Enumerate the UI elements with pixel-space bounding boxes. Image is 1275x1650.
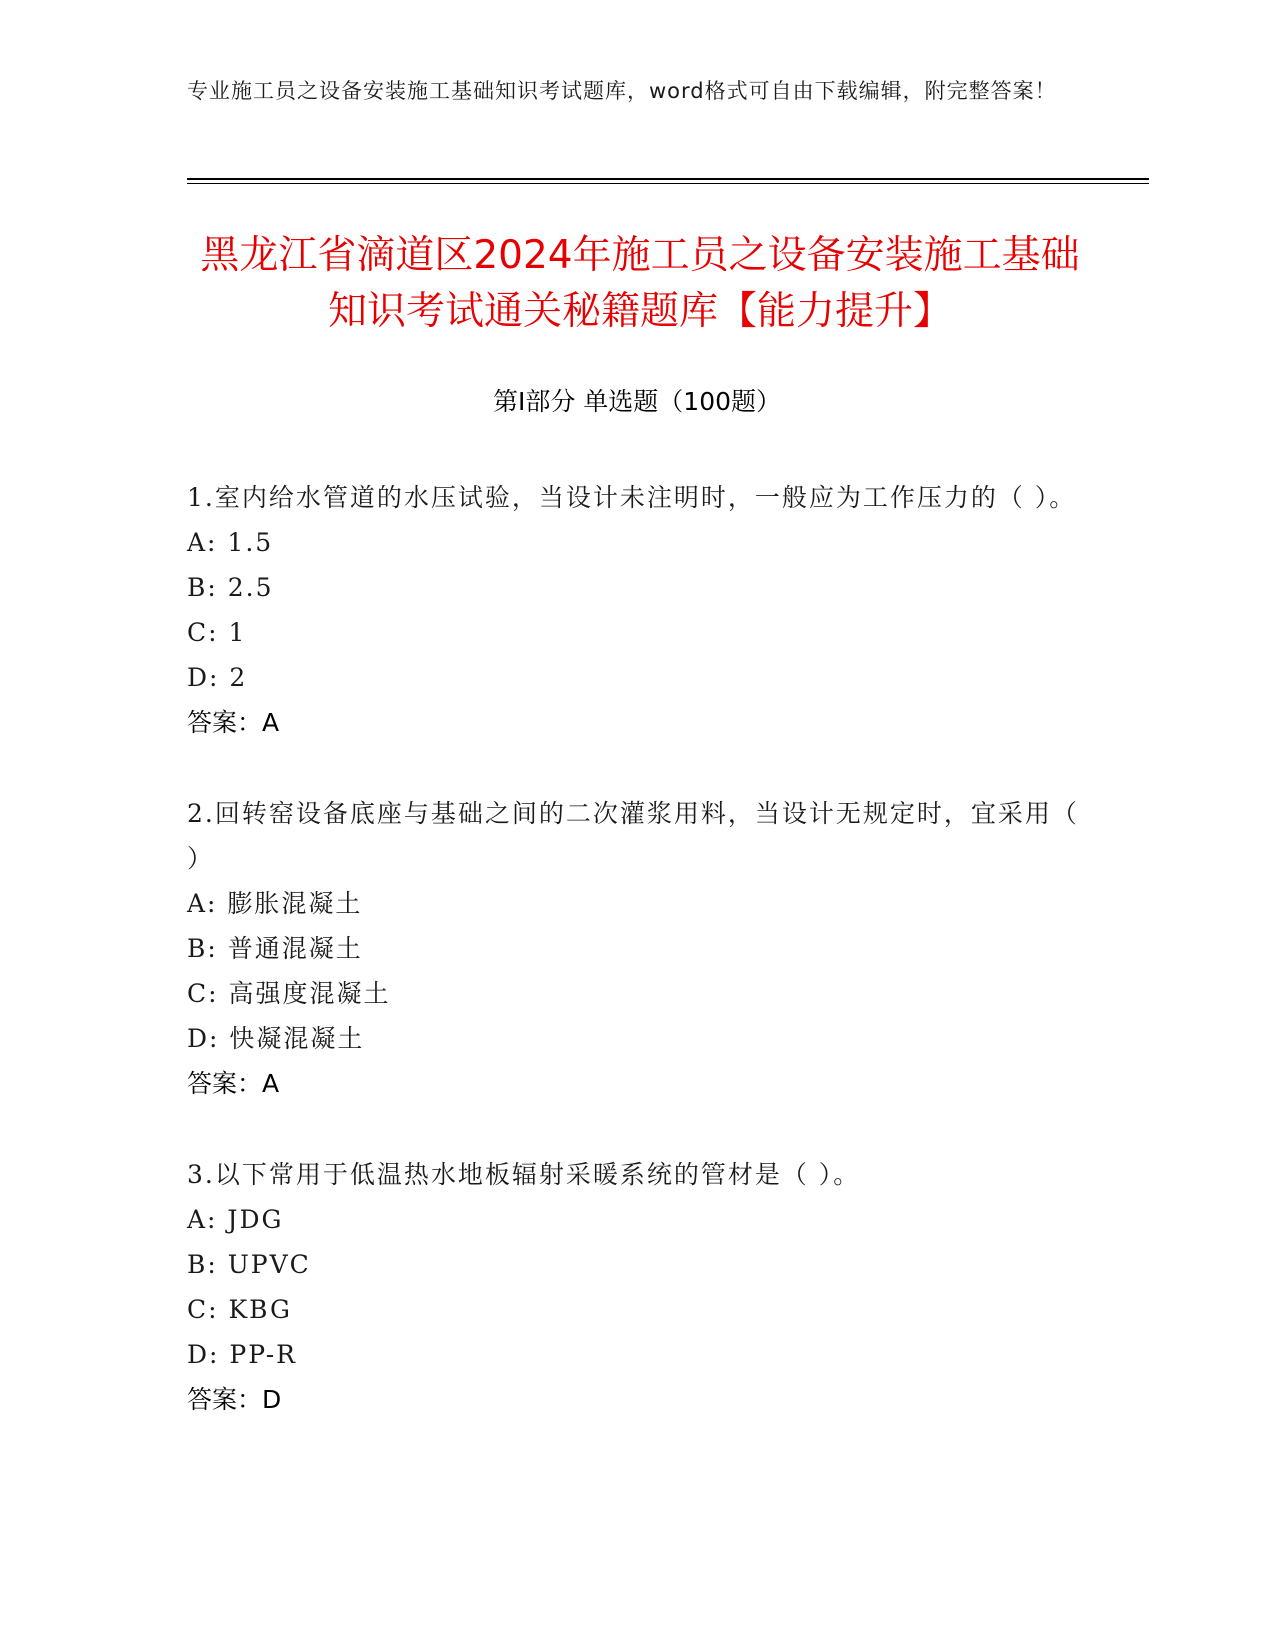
header-rule-thin bbox=[187, 183, 1149, 184]
option-d: D: 快凝混凝土 bbox=[187, 1024, 365, 1053]
option-d: D: PP-R bbox=[187, 1340, 297, 1369]
question-3 bbox=[187, 1152, 1087, 1422]
option-b: B: 普通混凝土 bbox=[187, 934, 363, 963]
question-2 bbox=[187, 791, 1087, 1106]
header-note: 专业施工员之设备安装施工基础知识考试题库，word格式可自由下载编辑，附完整答案！ bbox=[187, 79, 1057, 103]
option-d: D: 2 bbox=[187, 663, 248, 692]
question-stem: 3.以下常用于低温热水地板辐射采暖系统的管材是（ ）。 bbox=[187, 1160, 861, 1189]
option-b: B: 2.5 bbox=[187, 573, 274, 602]
answer: 答案：A bbox=[187, 1069, 280, 1098]
option-c: C: KBG bbox=[187, 1295, 292, 1324]
option-b: B: UPVC bbox=[187, 1250, 311, 1279]
option-a: A: 1.5 bbox=[187, 528, 274, 557]
option-a: A: JDG bbox=[187, 1205, 284, 1234]
option-a: A: 膨胀混凝土 bbox=[187, 889, 363, 918]
question-list bbox=[187, 475, 1087, 1468]
answer: 答案：D bbox=[187, 1385, 282, 1414]
section-heading: 第I部分 单选题（100题） bbox=[492, 387, 782, 416]
header-rule-thick bbox=[187, 178, 1149, 180]
option-c: C: 1 bbox=[187, 618, 247, 647]
question-stem: 2.回转窑设备底座与基础之间的二次灌浆用料，当设计无规定时，宜采用（ ） bbox=[187, 799, 1079, 873]
question-1 bbox=[187, 475, 1087, 745]
answer: 答案：A bbox=[187, 708, 280, 737]
document-title: 黑龙江省滴道区2024年施工员之设备安装施工基础知识考试通关秘籍题库【能力提升】 bbox=[200, 233, 1080, 334]
question-stem: 1.室内给水管道的水压试验，当设计未注明时，一般应为工作压力的（ ）。 bbox=[187, 483, 1077, 512]
option-c: C: 高强度混凝土 bbox=[187, 979, 391, 1008]
